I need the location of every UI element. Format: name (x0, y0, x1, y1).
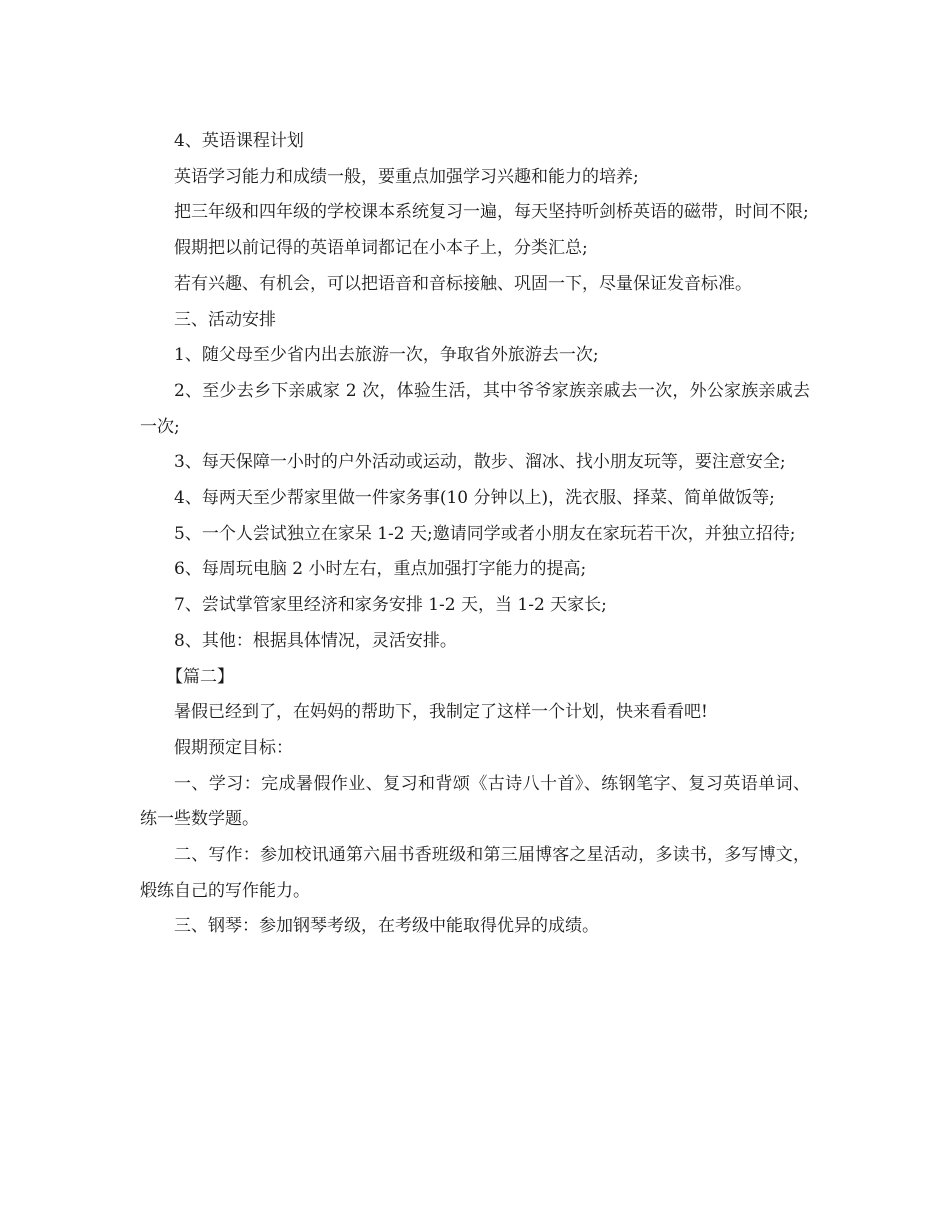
paragraph: 暑假已经到了，在妈妈的帮助下，我制定了这样一个计划，快来看看吧! (174, 702, 708, 723)
paragraph: 一、学习：完成暑假作业、复习和背颂《古诗八十首》、练钢笔字、复习英语单词、练一些数学题。 (140, 773, 810, 830)
paragraph: 假期把以前记得的英语单词都记在小本子上，分类汇总; (174, 238, 588, 259)
paragraph: 3、每天保障一小时的户外活动或运动，散步、溜冰、找小朋友玩等，要注意安全; (174, 452, 786, 473)
paragraph: 4、英语课程计划 (174, 131, 304, 151)
paragraph: 二、写作：参加校讯通第六届书香班级和第三届博客之星活动，多读书，多写博文，煅练自己的写作能力。 (140, 845, 810, 901)
paragraph: 三、钢琴：参加钢琴考级，在考级中能取得优异的成绩。 (174, 916, 599, 937)
section-heading-activities: 三、活动安排 (174, 309, 276, 330)
section-heading-part-two: 【篇二】 (166, 666, 234, 687)
paragraph: 4、每两天至少帮家里做一件家务事(10 分钟以上)，洗衣服、择菜、简单做饭等; (174, 488, 775, 509)
paragraph: 把三年级和四年级的学校课本系统复习一遍，每天坚持听剑桥英语的磁带，时间不限; (174, 202, 809, 223)
paragraph: 6、每周玩电脑 2 小时左右，重点加强打字能力的提高; (174, 559, 587, 580)
paragraph: 2、至少去乡下亲戚家 2 次，体验生活，其中爷爷家族亲戚去一次，外公家族亲戚去一次; (140, 380, 810, 437)
paragraph: 1、随父母至少省内出去旅游一次，争取省外旅游去一次; (174, 345, 599, 366)
paragraph: 5、一个人尝试独立在家呆 1-2 天;邀请同学或者小朋友在家玩若干次，并独立招待; (174, 523, 796, 544)
document-body (140, 124, 810, 945)
paragraph: 英语学习能力和成绩一般，要重点加强学习兴趣和能力的培养; (174, 166, 639, 187)
paragraph: 8、其他：根据具体情况，灵活安排。 (174, 630, 457, 651)
paragraph: 假期预定目标： (174, 737, 293, 758)
paragraph: 若有兴趣、有机会，可以把语音和音标接触、巩固一下，尽量保证发音标准。 (174, 273, 752, 294)
paragraph: 7、尝试掌管家里经济和家务安排 1-2 天，当 1-2 天家长; (174, 595, 607, 616)
